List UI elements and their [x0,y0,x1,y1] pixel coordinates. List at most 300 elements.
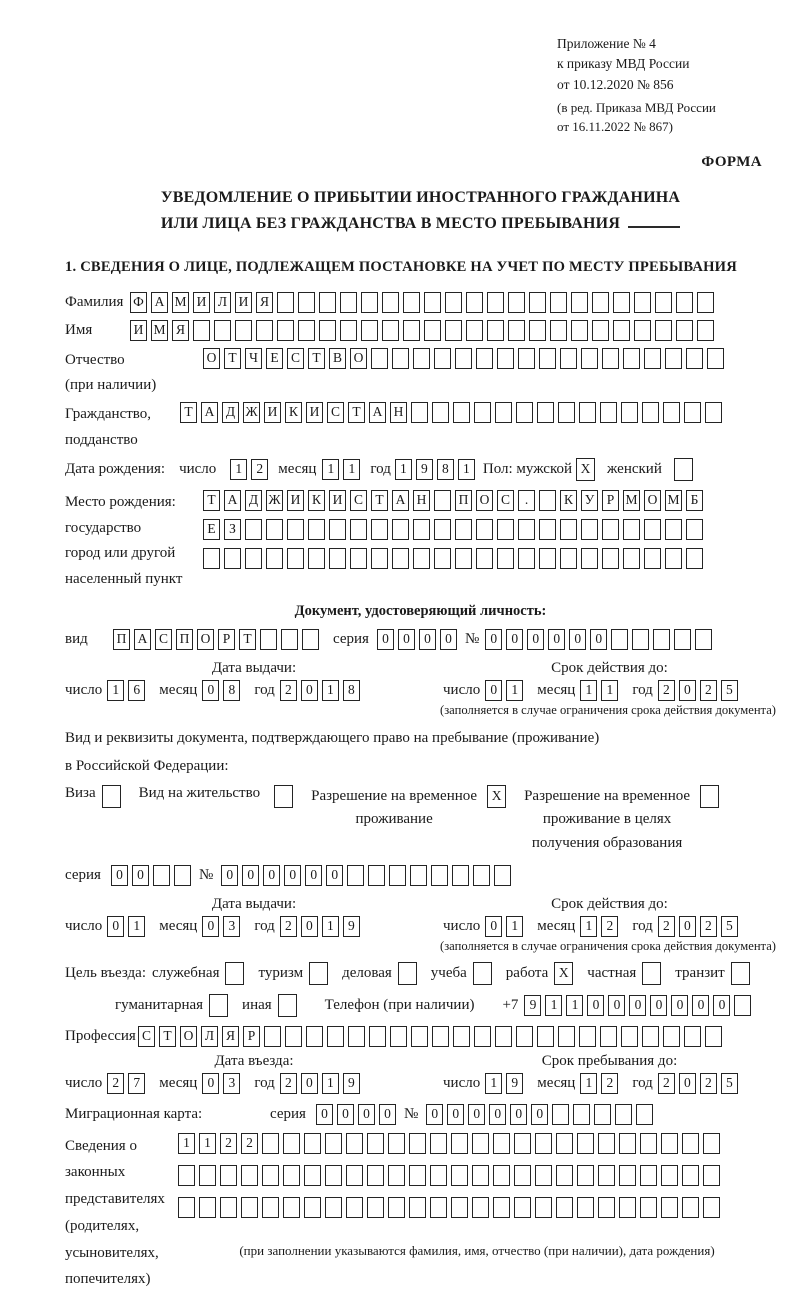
char-cell[interactable]: 3 [223,1073,240,1094]
char-cell[interactable]: 0 [531,1104,548,1125]
char-cell[interactable] [703,1133,720,1154]
char-cell[interactable] [529,292,546,313]
char-cell[interactable] [325,1165,342,1186]
char-cell[interactable] [409,1133,426,1154]
char-cell[interactable]: О [197,629,214,650]
char-cell[interactable]: Я [256,292,273,313]
char-cell[interactable] [508,292,525,313]
char-cell[interactable] [361,292,378,313]
char-cell[interactable]: 2 [658,916,675,937]
char-cell[interactable]: 0 [284,865,301,886]
char-cell[interactable]: 0 [608,995,625,1016]
char-cell[interactable] [476,519,493,540]
char-cell[interactable] [705,402,722,423]
char-cell[interactable]: 0 [398,629,415,650]
char-cell[interactable] [700,785,719,808]
char-cell[interactable] [224,548,241,569]
char-cell[interactable] [539,490,556,511]
char-cell[interactable] [592,320,609,341]
char-cell[interactable] [473,865,490,886]
char-cell[interactable] [403,292,420,313]
char-cell[interactable]: Т [239,629,256,650]
char-cell[interactable]: 0 [326,865,343,886]
char-cell[interactable] [382,292,399,313]
char-cell[interactable]: С [327,402,344,423]
char-cell[interactable] [346,1133,363,1154]
char-cell[interactable]: М [665,490,682,511]
char-cell[interactable]: И [306,402,323,423]
char-cell[interactable]: 1 [322,916,339,937]
char-cell[interactable]: 1 [107,680,124,701]
char-cell[interactable] [455,548,472,569]
char-cell[interactable] [705,1026,722,1047]
char-cell[interactable] [495,1026,512,1047]
char-cell[interactable]: 0 [202,1073,219,1094]
char-cell[interactable] [329,519,346,540]
char-cell[interactable] [602,519,619,540]
char-cell[interactable] [644,519,661,540]
char-cell[interactable] [199,1165,216,1186]
char-cell[interactable]: 2 [700,680,717,701]
char-cell[interactable]: 2 [601,916,618,937]
char-cell[interactable]: Б [686,490,703,511]
char-cell[interactable] [556,1165,573,1186]
char-cell[interactable] [537,1026,554,1047]
char-cell[interactable] [494,865,511,886]
char-cell[interactable] [703,1197,720,1218]
char-cell[interactable] [430,1197,447,1218]
char-cell[interactable] [340,320,357,341]
char-cell[interactable]: О [350,348,367,369]
char-cell[interactable]: П [176,629,193,650]
char-cell[interactable] [413,348,430,369]
char-cell[interactable] [661,1165,678,1186]
char-cell[interactable]: И [193,292,210,313]
char-cell[interactable] [430,1165,447,1186]
char-cell[interactable] [432,1026,449,1047]
char-cell[interactable] [241,1197,258,1218]
char-cell[interactable]: 8 [223,680,240,701]
char-cell[interactable] [493,1165,510,1186]
char-cell[interactable]: 8 [343,680,360,701]
char-cell[interactable] [674,629,691,650]
char-cell[interactable]: 0 [650,995,667,1016]
char-cell[interactable]: 0 [377,629,394,650]
char-cell[interactable] [214,320,231,341]
char-cell[interactable] [266,548,283,569]
char-cell[interactable] [304,1133,321,1154]
char-cell[interactable]: Т [371,490,388,511]
char-cell[interactable] [361,320,378,341]
char-cell[interactable]: И [235,292,252,313]
char-cell[interactable] [686,519,703,540]
char-cell[interactable]: Д [222,402,239,423]
char-cell[interactable] [529,320,546,341]
char-cell[interactable]: 0 [506,629,523,650]
char-cell[interactable]: И [264,402,281,423]
char-cell[interactable] [476,548,493,569]
char-cell[interactable]: Ж [243,402,260,423]
char-cell[interactable]: П [455,490,472,511]
char-cell[interactable] [178,1165,195,1186]
char-cell[interactable]: 0 [468,1104,485,1125]
char-cell[interactable]: А [224,490,241,511]
char-cell[interactable]: 1 [322,1073,339,1094]
char-cell[interactable] [453,1026,470,1047]
char-cell[interactable]: Ж [266,490,283,511]
char-cell[interactable] [703,1165,720,1186]
char-cell[interactable] [102,785,121,808]
char-cell[interactable] [571,292,588,313]
char-cell[interactable] [514,1165,531,1186]
char-cell[interactable] [432,402,449,423]
char-cell[interactable] [348,1026,365,1047]
char-cell[interactable]: 0 [440,629,457,650]
char-cell[interactable] [209,994,228,1017]
char-cell[interactable] [220,1197,237,1218]
char-cell[interactable] [611,629,628,650]
char-cell[interactable] [411,1026,428,1047]
char-cell[interactable] [581,348,598,369]
char-cell[interactable]: Ч [245,348,262,369]
char-cell[interactable] [434,519,451,540]
char-cell[interactable] [445,292,462,313]
char-cell[interactable]: 2 [107,1073,124,1094]
char-cell[interactable] [640,1165,657,1186]
char-cell[interactable] [577,1197,594,1218]
char-cell[interactable] [642,962,661,985]
char-cell[interactable] [369,1026,386,1047]
char-cell[interactable]: М [151,320,168,341]
char-cell[interactable] [497,348,514,369]
char-cell[interactable]: 1 [545,995,562,1016]
char-cell[interactable] [600,1026,617,1047]
char-cell[interactable]: 0 [107,916,124,937]
char-cell[interactable] [535,1165,552,1186]
char-cell[interactable]: 0 [587,995,604,1016]
char-cell[interactable] [388,1197,405,1218]
char-cell[interactable]: Т [348,402,365,423]
char-cell[interactable]: 0 [671,995,688,1016]
char-cell[interactable]: 0 [419,629,436,650]
char-cell[interactable] [424,292,441,313]
char-cell[interactable]: 3 [223,916,240,937]
char-cell[interactable]: Л [201,1026,218,1047]
char-cell[interactable]: 0 [301,680,318,701]
char-cell[interactable] [390,1026,407,1047]
char-cell[interactable] [682,1165,699,1186]
char-cell[interactable]: О [180,1026,197,1047]
char-cell[interactable] [518,548,535,569]
char-cell[interactable]: 1 [506,916,523,937]
char-cell[interactable] [451,1133,468,1154]
char-cell[interactable]: К [285,402,302,423]
char-cell[interactable]: 5 [721,1073,738,1094]
char-cell[interactable]: 0 [692,995,709,1016]
char-cell[interactable] [274,785,293,808]
char-cell[interactable]: 6 [128,680,145,701]
char-cell[interactable] [174,865,191,886]
char-cell[interactable] [558,402,575,423]
char-cell[interactable]: 0 [301,916,318,937]
char-cell[interactable] [619,1165,636,1186]
char-cell[interactable]: О [203,348,220,369]
char-cell[interactable] [552,1104,569,1125]
char-cell[interactable] [371,348,388,369]
char-cell[interactable] [474,1026,491,1047]
char-cell[interactable]: 7 [128,1073,145,1094]
char-cell[interactable] [304,1197,321,1218]
char-cell[interactable] [707,348,724,369]
char-cell[interactable]: С [497,490,514,511]
char-cell[interactable] [613,292,630,313]
char-cell[interactable] [451,1197,468,1218]
char-cell[interactable]: 1 [566,995,583,1016]
char-cell[interactable] [579,1026,596,1047]
char-cell[interactable] [472,1165,489,1186]
char-cell[interactable]: 0 [447,1104,464,1125]
char-cell[interactable] [539,548,556,569]
char-cell[interactable] [472,1197,489,1218]
char-cell[interactable] [592,292,609,313]
char-cell[interactable] [558,1026,575,1047]
char-cell[interactable]: 2 [280,1073,297,1094]
char-cell[interactable] [392,519,409,540]
char-cell[interactable] [298,320,315,341]
char-cell[interactable] [686,348,703,369]
char-cell[interactable] [350,548,367,569]
char-cell[interactable]: 1 [230,459,247,480]
char-cell[interactable]: У [581,490,598,511]
char-cell[interactable] [537,402,554,423]
char-cell[interactable] [640,1133,657,1154]
char-cell[interactable]: М [623,490,640,511]
char-cell[interactable] [619,1197,636,1218]
char-cell[interactable]: 0 [379,1104,396,1125]
char-cell[interactable] [518,519,535,540]
char-cell[interactable]: 0 [221,865,238,886]
char-cell[interactable] [153,865,170,886]
char-cell[interactable]: 0 [527,629,544,650]
char-cell[interactable] [560,348,577,369]
char-cell[interactable] [347,865,364,886]
char-cell[interactable] [466,292,483,313]
char-cell[interactable] [319,292,336,313]
char-cell[interactable] [556,1197,573,1218]
char-cell[interactable]: 0 [679,916,696,937]
char-cell[interactable]: О [476,490,493,511]
char-cell[interactable] [411,402,428,423]
char-cell[interactable]: 0 [679,680,696,701]
char-cell[interactable] [602,548,619,569]
char-cell[interactable] [665,348,682,369]
char-cell[interactable] [514,1133,531,1154]
char-cell[interactable]: 1 [580,916,597,937]
char-cell[interactable]: А [134,629,151,650]
char-cell[interactable]: 0 [132,865,149,886]
char-cell[interactable]: П [113,629,130,650]
char-cell[interactable] [389,865,406,886]
char-cell[interactable] [573,1104,590,1125]
char-cell[interactable] [734,995,751,1016]
char-cell[interactable] [493,1197,510,1218]
char-cell[interactable] [581,548,598,569]
char-cell[interactable] [642,1026,659,1047]
char-cell[interactable]: 1 [580,1073,597,1094]
char-cell[interactable] [577,1133,594,1154]
char-cell[interactable] [199,1197,216,1218]
char-cell[interactable]: 9 [506,1073,523,1094]
char-cell[interactable] [676,320,693,341]
char-cell[interactable]: З [224,519,241,540]
char-cell[interactable]: А [392,490,409,511]
char-cell[interactable] [621,1026,638,1047]
char-cell[interactable] [682,1133,699,1154]
char-cell[interactable] [516,1026,533,1047]
char-cell[interactable] [241,1165,258,1186]
char-cell[interactable]: Е [266,348,283,369]
char-cell[interactable]: 9 [343,1073,360,1094]
char-cell[interactable] [283,1197,300,1218]
char-cell[interactable] [474,402,491,423]
char-cell[interactable] [368,865,385,886]
char-cell[interactable] [615,1104,632,1125]
char-cell[interactable] [623,519,640,540]
char-cell[interactable] [550,320,567,341]
char-cell[interactable] [634,320,651,341]
char-cell[interactable]: Т [159,1026,176,1047]
char-cell[interactable] [632,629,649,650]
char-cell[interactable] [684,402,701,423]
char-cell[interactable]: И [287,490,304,511]
char-cell[interactable] [327,1026,344,1047]
char-cell[interactable]: X [487,785,506,808]
char-cell[interactable] [560,548,577,569]
char-cell[interactable]: 1 [199,1133,216,1154]
char-cell[interactable] [287,519,304,540]
char-cell[interactable]: 0 [305,865,322,886]
char-cell[interactable] [518,348,535,369]
char-cell[interactable] [262,1133,279,1154]
char-cell[interactable] [644,548,661,569]
char-cell[interactable] [684,1026,701,1047]
char-cell[interactable] [382,320,399,341]
char-cell[interactable] [278,994,297,1017]
char-cell[interactable] [325,1197,342,1218]
char-cell[interactable] [550,292,567,313]
char-cell[interactable]: Т [203,490,220,511]
char-cell[interactable] [308,519,325,540]
char-cell[interactable] [277,320,294,341]
char-cell[interactable] [560,519,577,540]
char-cell[interactable]: 2 [658,1073,675,1094]
char-cell[interactable] [367,1197,384,1218]
char-cell[interactable] [319,320,336,341]
char-cell[interactable] [371,519,388,540]
char-cell[interactable] [403,320,420,341]
char-cell[interactable]: 1 [395,459,412,480]
char-cell[interactable] [473,962,492,985]
char-cell[interactable] [430,1133,447,1154]
char-cell[interactable] [535,1197,552,1218]
char-cell[interactable]: 9 [416,459,433,480]
char-cell[interactable] [434,490,451,511]
char-cell[interactable] [497,548,514,569]
char-cell[interactable] [476,348,493,369]
char-cell[interactable]: 0 [337,1104,354,1125]
char-cell[interactable]: Т [180,402,197,423]
char-cell[interactable]: С [138,1026,155,1047]
char-cell[interactable] [451,1165,468,1186]
char-cell[interactable]: 1 [128,916,145,937]
char-cell[interactable] [371,548,388,569]
char-cell[interactable]: 1 [322,680,339,701]
char-cell[interactable]: 0 [485,680,502,701]
char-cell[interactable] [424,320,441,341]
char-cell[interactable] [308,548,325,569]
char-cell[interactable] [434,548,451,569]
char-cell[interactable] [281,629,298,650]
char-cell[interactable]: 0 [489,1104,506,1125]
char-cell[interactable]: 2 [280,916,297,937]
char-cell[interactable] [203,548,220,569]
char-cell[interactable] [514,1197,531,1218]
char-cell[interactable] [455,519,472,540]
char-cell[interactable]: X [554,962,573,985]
char-cell[interactable] [598,1165,615,1186]
char-cell[interactable]: 2 [280,680,297,701]
char-cell[interactable] [695,629,712,650]
char-cell[interactable] [453,402,470,423]
char-cell[interactable]: 0 [569,629,586,650]
char-cell[interactable] [623,548,640,569]
char-cell[interactable] [623,348,640,369]
char-cell[interactable] [579,402,596,423]
char-cell[interactable]: Я [222,1026,239,1047]
char-cell[interactable] [487,320,504,341]
char-cell[interactable] [466,320,483,341]
char-cell[interactable] [655,320,672,341]
char-cell[interactable]: Я [172,320,189,341]
char-cell[interactable] [309,962,328,985]
char-cell[interactable] [487,292,504,313]
char-cell[interactable]: 9 [343,916,360,937]
char-cell[interactable] [495,402,512,423]
char-cell[interactable]: 1 [601,680,618,701]
char-cell[interactable] [329,548,346,569]
char-cell[interactable] [262,1165,279,1186]
char-cell[interactable] [283,1165,300,1186]
char-cell[interactable] [539,519,556,540]
char-cell[interactable] [655,292,672,313]
char-cell[interactable]: И [130,320,147,341]
char-cell[interactable] [731,962,750,985]
char-cell[interactable] [392,548,409,569]
char-cell[interactable] [262,1197,279,1218]
char-cell[interactable]: 0 [316,1104,333,1125]
char-cell[interactable]: С [155,629,172,650]
char-cell[interactable] [674,458,693,481]
char-cell[interactable] [619,1133,636,1154]
char-cell[interactable]: 1 [580,680,597,701]
char-cell[interactable]: 2 [220,1133,237,1154]
char-cell[interactable]: Т [308,348,325,369]
char-cell[interactable] [472,1133,489,1154]
char-cell[interactable]: 8 [437,459,454,480]
char-cell[interactable] [367,1165,384,1186]
char-cell[interactable] [697,292,714,313]
char-cell[interactable]: А [151,292,168,313]
